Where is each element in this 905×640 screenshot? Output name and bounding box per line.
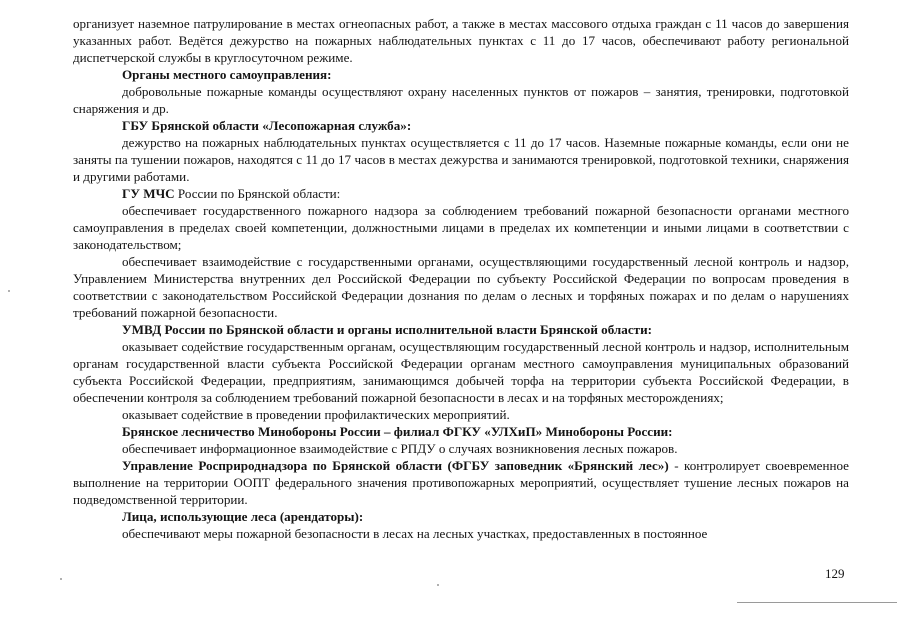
paragraph-assistance: оказывает содействие государственным органам, осуществляющим государственный лесной контроль и надзор, исполнительным органам государственной власти субъекта Российской Федерации органам местного самоуправления муниципальных образований субъекта Российской Федерации, предприятиям, занимающимся добычей торфа на территории субъекта Российской Федерации, в обеспечении контроля за соблюдением требований пожарной безопасности в лесах и на торфяных месторождениях; [73, 339, 849, 405]
heading-forest-fire-service [73, 117, 849, 134]
scan-artifact-line [737, 602, 897, 603]
paragraph-fire-supervision: обеспечивает государственного пожарного надзора за соблюдением требований пожарной безопасности органами местного самоуправления в пределах своей компетенции, должностными лицами в пределах их компетенции и иными лицами в соответствии с законодательством; [73, 203, 849, 252]
heading-rosprirodnadzor [73, 457, 849, 508]
scan-artifact-dot [437, 584, 439, 586]
document-body [73, 15, 849, 542]
heading-rest: России по Брянской области: [174, 186, 341, 201]
heading-bold: Управление Росприроднадзора по Брянской области (ФГБУ заповедник «Брянский лес») [122, 458, 669, 473]
heading-bold: ГБУ Брянской области «Лесопожарная служба»: [122, 118, 412, 133]
heading-bold: Органы местного самоуправления: [122, 67, 332, 82]
heading-mchs [73, 185, 849, 202]
heading-bold: ГУ МЧС [122, 186, 175, 201]
heading-umvd [73, 321, 849, 338]
paragraph-prevention: оказывает содействие в проведении профилактических мероприятий. [122, 407, 510, 422]
heading-bold: УМВД России по Брянской области и органы исполнительной власти Брянской области: [122, 322, 652, 337]
paragraph-interaction: обеспечивает взаимодействие с государственными органами, осуществляющими государственный лесной контроль и надзор, Управлением Министерства внутренних дел Российской Федерации по субъекту Российской Федерации по вопросам проведения в соответствии с законодательством Российской Федерации дознания по делам о лесных и торфяных пожарах и по делам о нарушениях требований пожарной безопасности. [73, 254, 849, 320]
page-number: 129 [825, 566, 845, 581]
paragraph-volunteer-teams: добровольные пожарные команды осуществляют охрану населенных пунктов от пожаров – занятия, тренировки, подготовкой снаряжения и др. [73, 84, 849, 116]
paragraph-information: обеспечивает информационное взаимодействие с РПДУ о случаях возникновения лесных пожаров. [122, 441, 678, 456]
heading-military-forestry [73, 423, 849, 440]
scan-artifact-dot [60, 578, 62, 580]
paragraph-duty-observation: дежурство на пожарных наблюдательных пунктах осуществляется с 11 до 17 часов. Наземные пожарные команды, если они не заняты па тушении пожаров, находятся с 11 до 17 часов в местах дежурства и занимаются тренировкой, подготовкой техники, снаряжения и другими работами. [73, 135, 849, 184]
heading-local-government [73, 66, 849, 83]
paragraph-patrol: организует наземное патрулирование в местах огнеопасных работ, а также в местах массового отдыха граждан с 11 часов до завершения указанных работ. Ведётся дежурство на пожарных наблюдательных пунктах с 11 до 17 часов, обеспечивают работу региональной диспетчерской службы в круглосуточном режиме. [73, 16, 849, 65]
paragraph-fire-safety-measures: обеспечивают меры пожарной безопасности в лесах на лесных участках, предоставленных в постоянное [122, 526, 708, 541]
heading-forest-users [73, 508, 849, 525]
scan-artifact-dot [8, 290, 10, 292]
heading-bold: Лица, использующие леса (арендаторы): [122, 509, 364, 524]
heading-rest: - контролирует своевременное выполнение на территории ООПТ федерального значения противопожарных мероприятий, осуществляет тушение лесных пожаров на подведомственной территории. [73, 458, 849, 507]
heading-bold: Брянское лесничество Минобороны России – филиал ФГКУ «УЛХиП» Минобороны России: [122, 424, 673, 439]
